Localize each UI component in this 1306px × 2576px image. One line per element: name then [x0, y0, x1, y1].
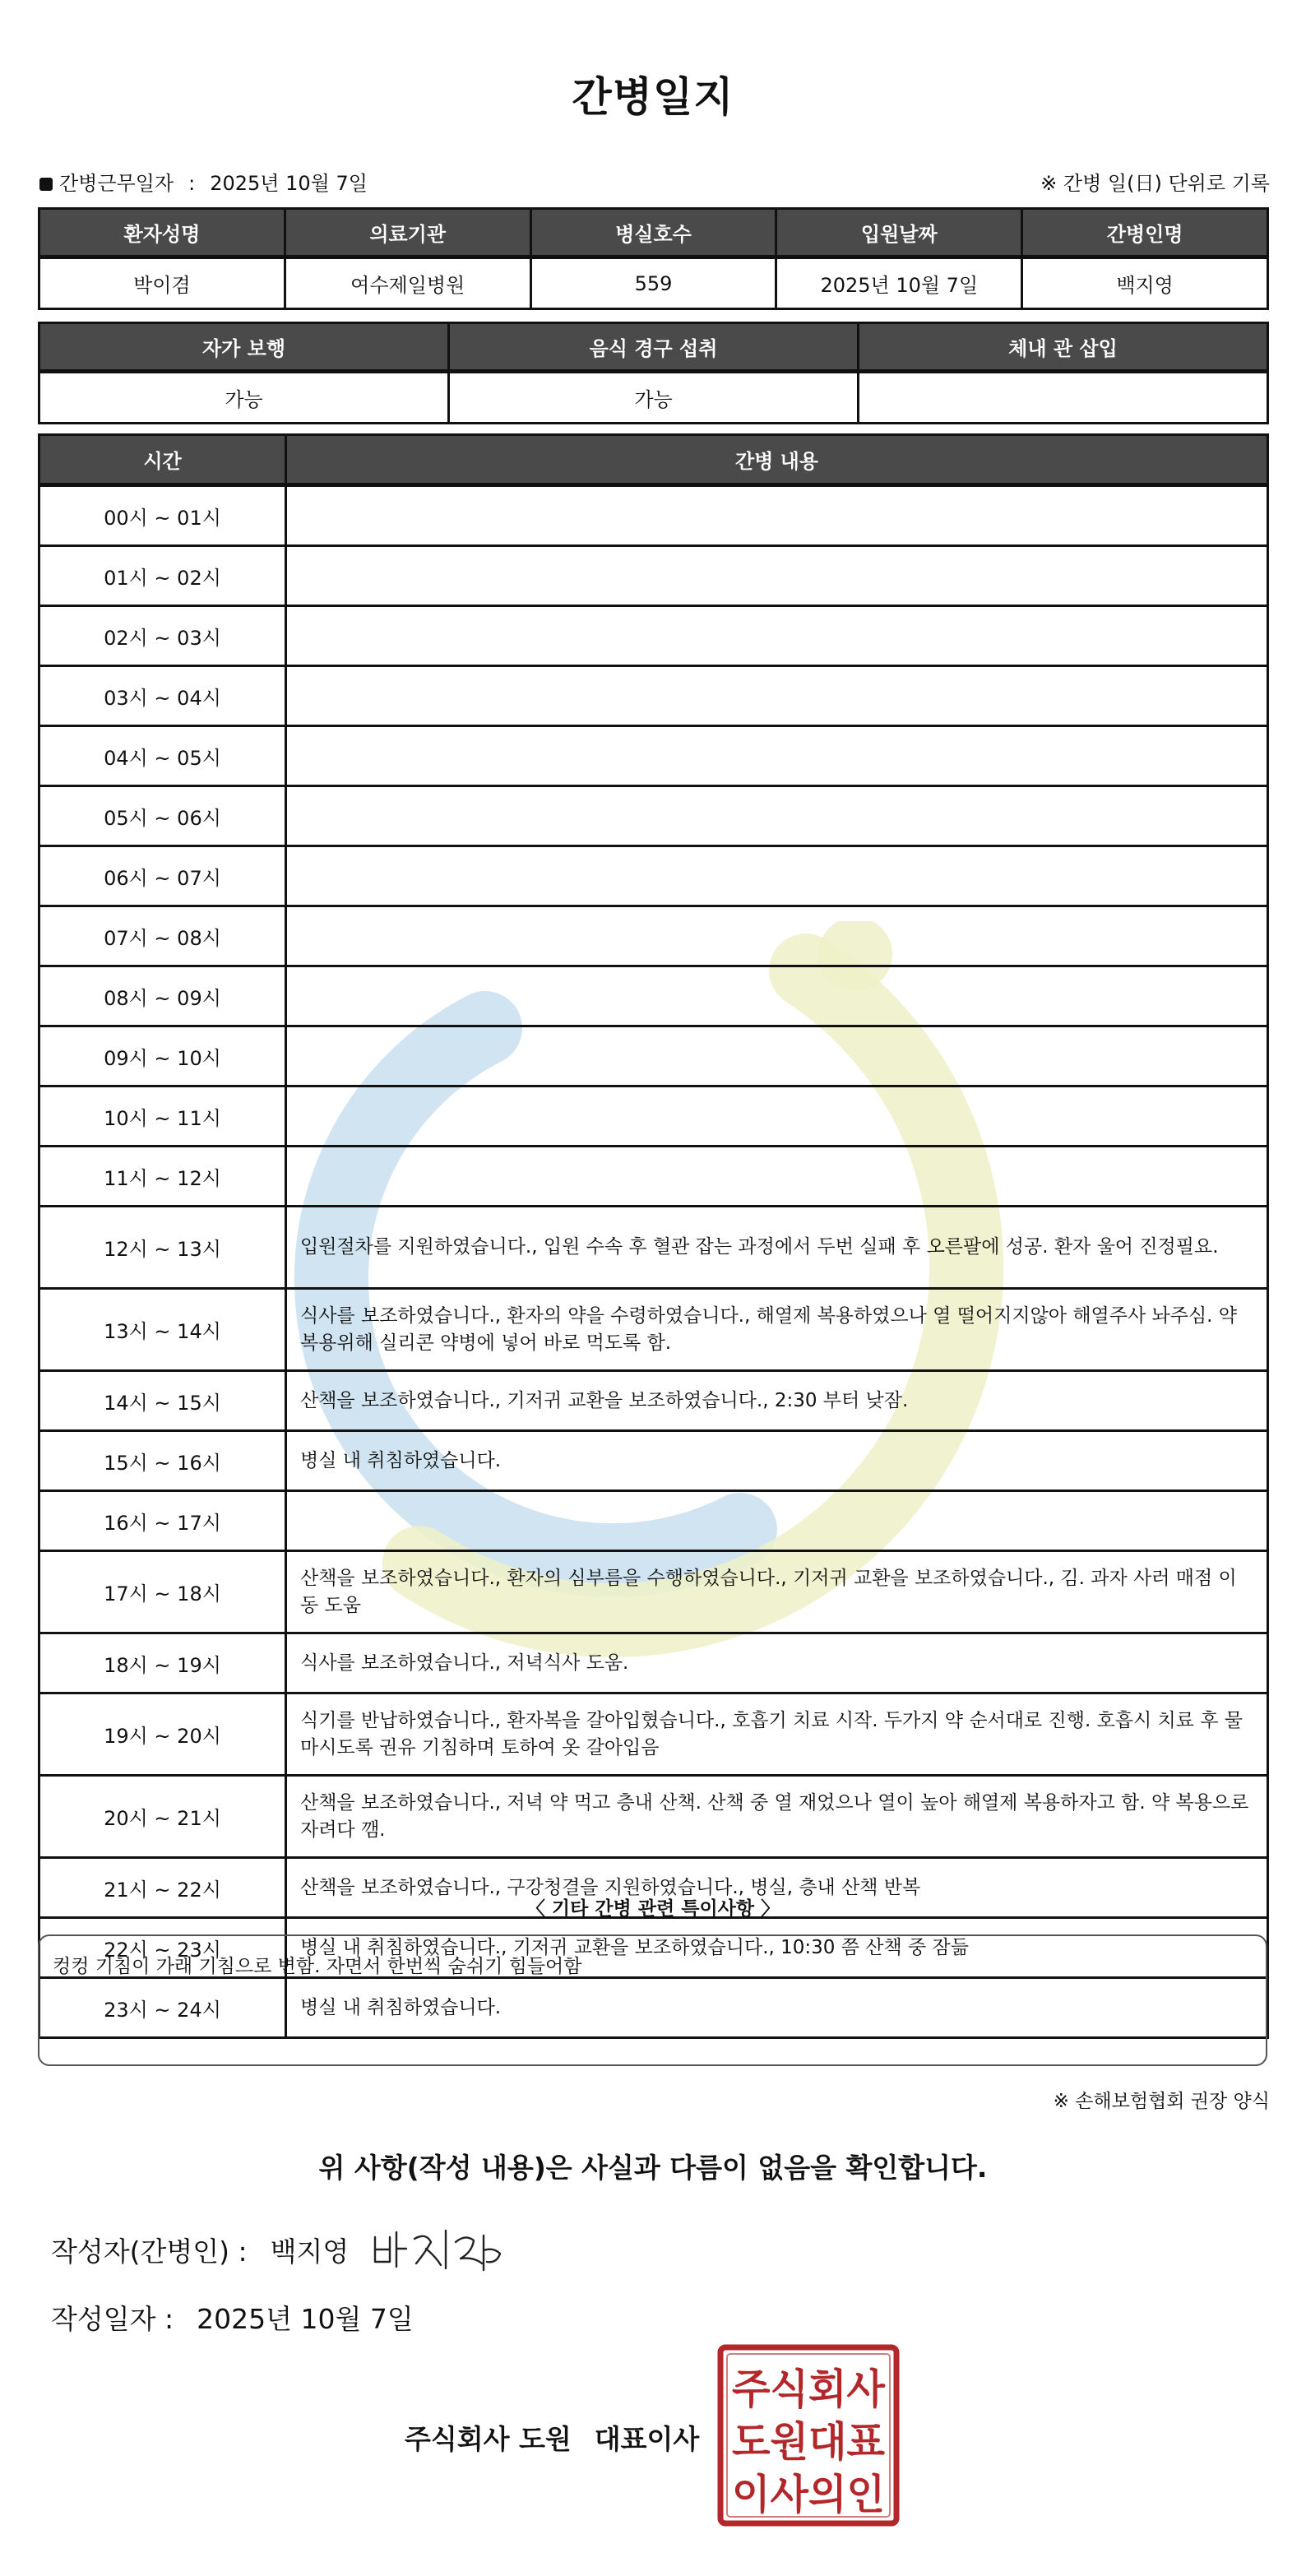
log-time: 00시 ~ 01시	[39, 485, 286, 546]
log-time: 13시 ~ 14시	[39, 1289, 286, 1371]
log-note: 식기를 반납하였습니다., 환자복을 갈아입혔습니다., 호흡기 치료 시작. 두가지 약 순서대로 진행. 호흡시 치료 후 물 마시도록 권유 기침하며 토하여 옷 갈아입음	[286, 1693, 1268, 1776]
status-value-row	[39, 372, 1268, 424]
log-note: 산책을 보조하였습니다., 저녁 약 먹고 층내 산책. 산책 중 열 재었으나 열이 높아 해열제 복용하자고 함. 약 복용으로 자려다 깸.	[286, 1776, 1268, 1858]
log-note: 입원절차를 지원하였습니다., 입원 수속 후 혈관 잡는 과정에서 두번 실패 후 오른팔에 성공. 환자 울어 진정필요.	[286, 1207, 1268, 1289]
log-time: 22시 ~ 23시	[39, 1918, 286, 1978]
caregiver-name: 백지영	[1022, 257, 1268, 309]
company-name: 주식회사 도원	[405, 2423, 572, 2455]
log-time: 04시 ~ 05시	[39, 726, 286, 786]
log-time: 05시 ~ 06시	[39, 786, 286, 846]
log-note	[286, 666, 1268, 726]
company-seal-stamp	[717, 2344, 900, 2527]
log-row	[39, 666, 1268, 726]
patient-header-row	[39, 209, 1268, 257]
log-row	[39, 1289, 1268, 1371]
log-time: 12시 ~ 13시	[39, 1207, 286, 1289]
log-note: 산책을 보조하였습니다., 환자의 심부름을 수행하였습니다., 기저귀 교환을 보조하였습니다., 김. 과자 사러 매점 이동 도움	[286, 1551, 1268, 1633]
self-walking-value: 가능	[39, 372, 449, 424]
log-row	[39, 1147, 1268, 1207]
writer-line	[51, 2231, 349, 2269]
header-caregiver-name: 간병인명	[1022, 209, 1268, 257]
log-note	[286, 1086, 1268, 1147]
log-time: 19시 ~ 20시	[39, 1693, 286, 1776]
handwritten-signature	[368, 2221, 508, 2278]
status-header-row	[39, 323, 1268, 372]
log-row	[39, 1551, 1268, 1633]
log-time: 17시 ~ 18시	[39, 1551, 286, 1633]
log-time: 23시 ~ 24시	[39, 1978, 286, 2038]
page-title: 간병일지	[572, 73, 734, 121]
log-row	[39, 1207, 1268, 1289]
log-row	[39, 1431, 1268, 1491]
seal-text-line: 도원대표	[732, 2418, 886, 2466]
hospital-name: 여수제일병원	[285, 257, 530, 309]
log-time: 11시 ~ 12시	[39, 1147, 286, 1207]
log-row	[39, 1633, 1268, 1693]
log-note	[286, 786, 1268, 846]
written-date-line	[51, 2298, 414, 2337]
header-room: 병실호수	[530, 209, 776, 257]
log-row	[39, 846, 1268, 906]
seal-text-line: 이사의인	[732, 2471, 885, 2518]
log-row	[39, 1026, 1268, 1086]
log-row	[39, 546, 1268, 606]
log-row	[39, 1371, 1268, 1431]
other-notes-box: 컹컹 기침이 가래 기침으로 변함. 자면서 한번씩 숨쉬기 힘들어함	[38, 1934, 1267, 2066]
log-note: 식사를 보조하였습니다., 환자의 약을 수령하였습니다., 해열제 복용하였으나 열 떨어지지않아 해열주사 놔주심. 약 복용위해 실리콘 약병에 넣어 바로 먹도록 함.	[286, 1289, 1268, 1371]
log-note	[286, 546, 1268, 606]
log-note	[286, 1147, 1268, 1207]
log-note	[286, 906, 1268, 966]
care-log-table	[38, 433, 1269, 2039]
log-note	[286, 846, 1268, 906]
oral-intake-value: 가능	[449, 372, 859, 424]
work-date-label: 간병근무일자	[59, 172, 174, 195]
log-row	[39, 786, 1268, 846]
company-rep-title: 대표이사	[594, 2423, 700, 2455]
log-time: 21시 ~ 22시	[39, 1858, 286, 1918]
seal-text-line: 주식회사	[732, 2365, 886, 2413]
log-note: 식사를 보조하였습니다., 저녁식사 도움.	[286, 1633, 1268, 1693]
confirmation-statement: 위 사항(작성 내용)은 사실과 다름이 없음을 확인합니다.	[318, 2152, 988, 2184]
patient-info-table	[38, 207, 1269, 310]
log-time: 20시 ~ 21시	[39, 1776, 286, 1858]
log-time: 03시 ~ 04시	[39, 666, 286, 726]
log-time: 08시 ~ 09시	[39, 966, 286, 1026]
log-row	[39, 1776, 1268, 1858]
log-time: 06시 ~ 07시	[39, 846, 286, 906]
header-patient-name: 환자성명	[39, 209, 285, 257]
separator: :	[188, 172, 196, 195]
header-time: 시간	[39, 435, 286, 485]
rule-note: ※ 간병 일(日) 단위로 기록	[1040, 172, 1270, 195]
log-note	[286, 606, 1268, 666]
room-number: 559	[530, 257, 776, 309]
admission-date: 2025년 10월 7일	[776, 257, 1022, 309]
log-note: 산책을 보조하였습니다., 구강청결을 지원하였습니다., 병실, 층내 산책 반복	[286, 1858, 1268, 1918]
header-self-walking: 자가 보행	[39, 323, 449, 372]
header-oral-intake: 음식 경구 섭취	[449, 323, 859, 372]
log-row	[39, 606, 1268, 666]
log-time: 15시 ~ 16시	[39, 1431, 286, 1491]
patient-status-table	[38, 322, 1269, 424]
log-row	[39, 906, 1268, 966]
log-row	[39, 485, 1268, 546]
company-line	[405, 2418, 699, 2457]
form-source-note: ※ 손해보험협회 권장 양식	[1053, 2091, 1270, 2112]
log-time: 07시 ~ 08시	[39, 906, 286, 966]
tube-insertion-value	[859, 372, 1268, 424]
header-tube-insertion: 체내 관 삽입	[859, 323, 1268, 372]
log-row	[39, 966, 1268, 1026]
log-time: 10시 ~ 11시	[39, 1086, 286, 1147]
log-body	[39, 485, 1268, 2038]
square-bullet-icon	[39, 178, 53, 191]
log-row	[39, 1693, 1268, 1776]
written-date-label: 작성일자 :	[51, 2303, 174, 2335]
header-hospital: 의료기관	[285, 209, 530, 257]
log-time: 14시 ~ 15시	[39, 1371, 286, 1431]
log-time: 01시 ~ 02시	[39, 546, 286, 606]
log-time: 02시 ~ 03시	[39, 606, 286, 666]
written-date-value: 2025년 10월 7일	[197, 2303, 414, 2335]
log-note: 산책을 보조하였습니다., 기저귀 교환을 보조하였습니다., 2:30 부터 낮잠.	[286, 1371, 1268, 1431]
writer-label: 작성자(간병인) :	[51, 2235, 248, 2268]
writer-name: 백지영	[270, 2235, 350, 2268]
other-notes-title: 〈 기타 간병 관련 특이사항 〉	[526, 1898, 780, 1920]
log-header-row	[39, 435, 1268, 485]
log-note	[286, 726, 1268, 786]
log-row	[39, 1491, 1268, 1551]
log-note	[286, 485, 1268, 546]
log-note	[286, 1491, 1268, 1551]
log-time: 09시 ~ 10시	[39, 1026, 286, 1086]
log-note	[286, 966, 1268, 1026]
log-note: 병실 내 취침하였습니다.	[286, 1978, 1268, 2038]
header-care-content: 간병 내용	[286, 435, 1268, 485]
patient-value-row	[39, 257, 1268, 309]
work-date-line	[39, 167, 368, 196]
work-date-value: 2025년 10월 7일	[210, 172, 368, 195]
log-row	[39, 1086, 1268, 1147]
patient-name: 박이겸	[39, 257, 285, 309]
log-time: 16시 ~ 17시	[39, 1491, 286, 1551]
header-admission-date: 입원날짜	[776, 209, 1022, 257]
log-time: 18시 ~ 19시	[39, 1633, 286, 1693]
log-row	[39, 726, 1268, 786]
log-note: 병실 내 취침하였습니다.	[286, 1431, 1268, 1491]
log-note: 병실 내 취침하였습니다., 기저귀 교환을 보조하였습니다., 10:30 쯤 산책 중 잠듦	[286, 1918, 1268, 1978]
log-note	[286, 1026, 1268, 1086]
